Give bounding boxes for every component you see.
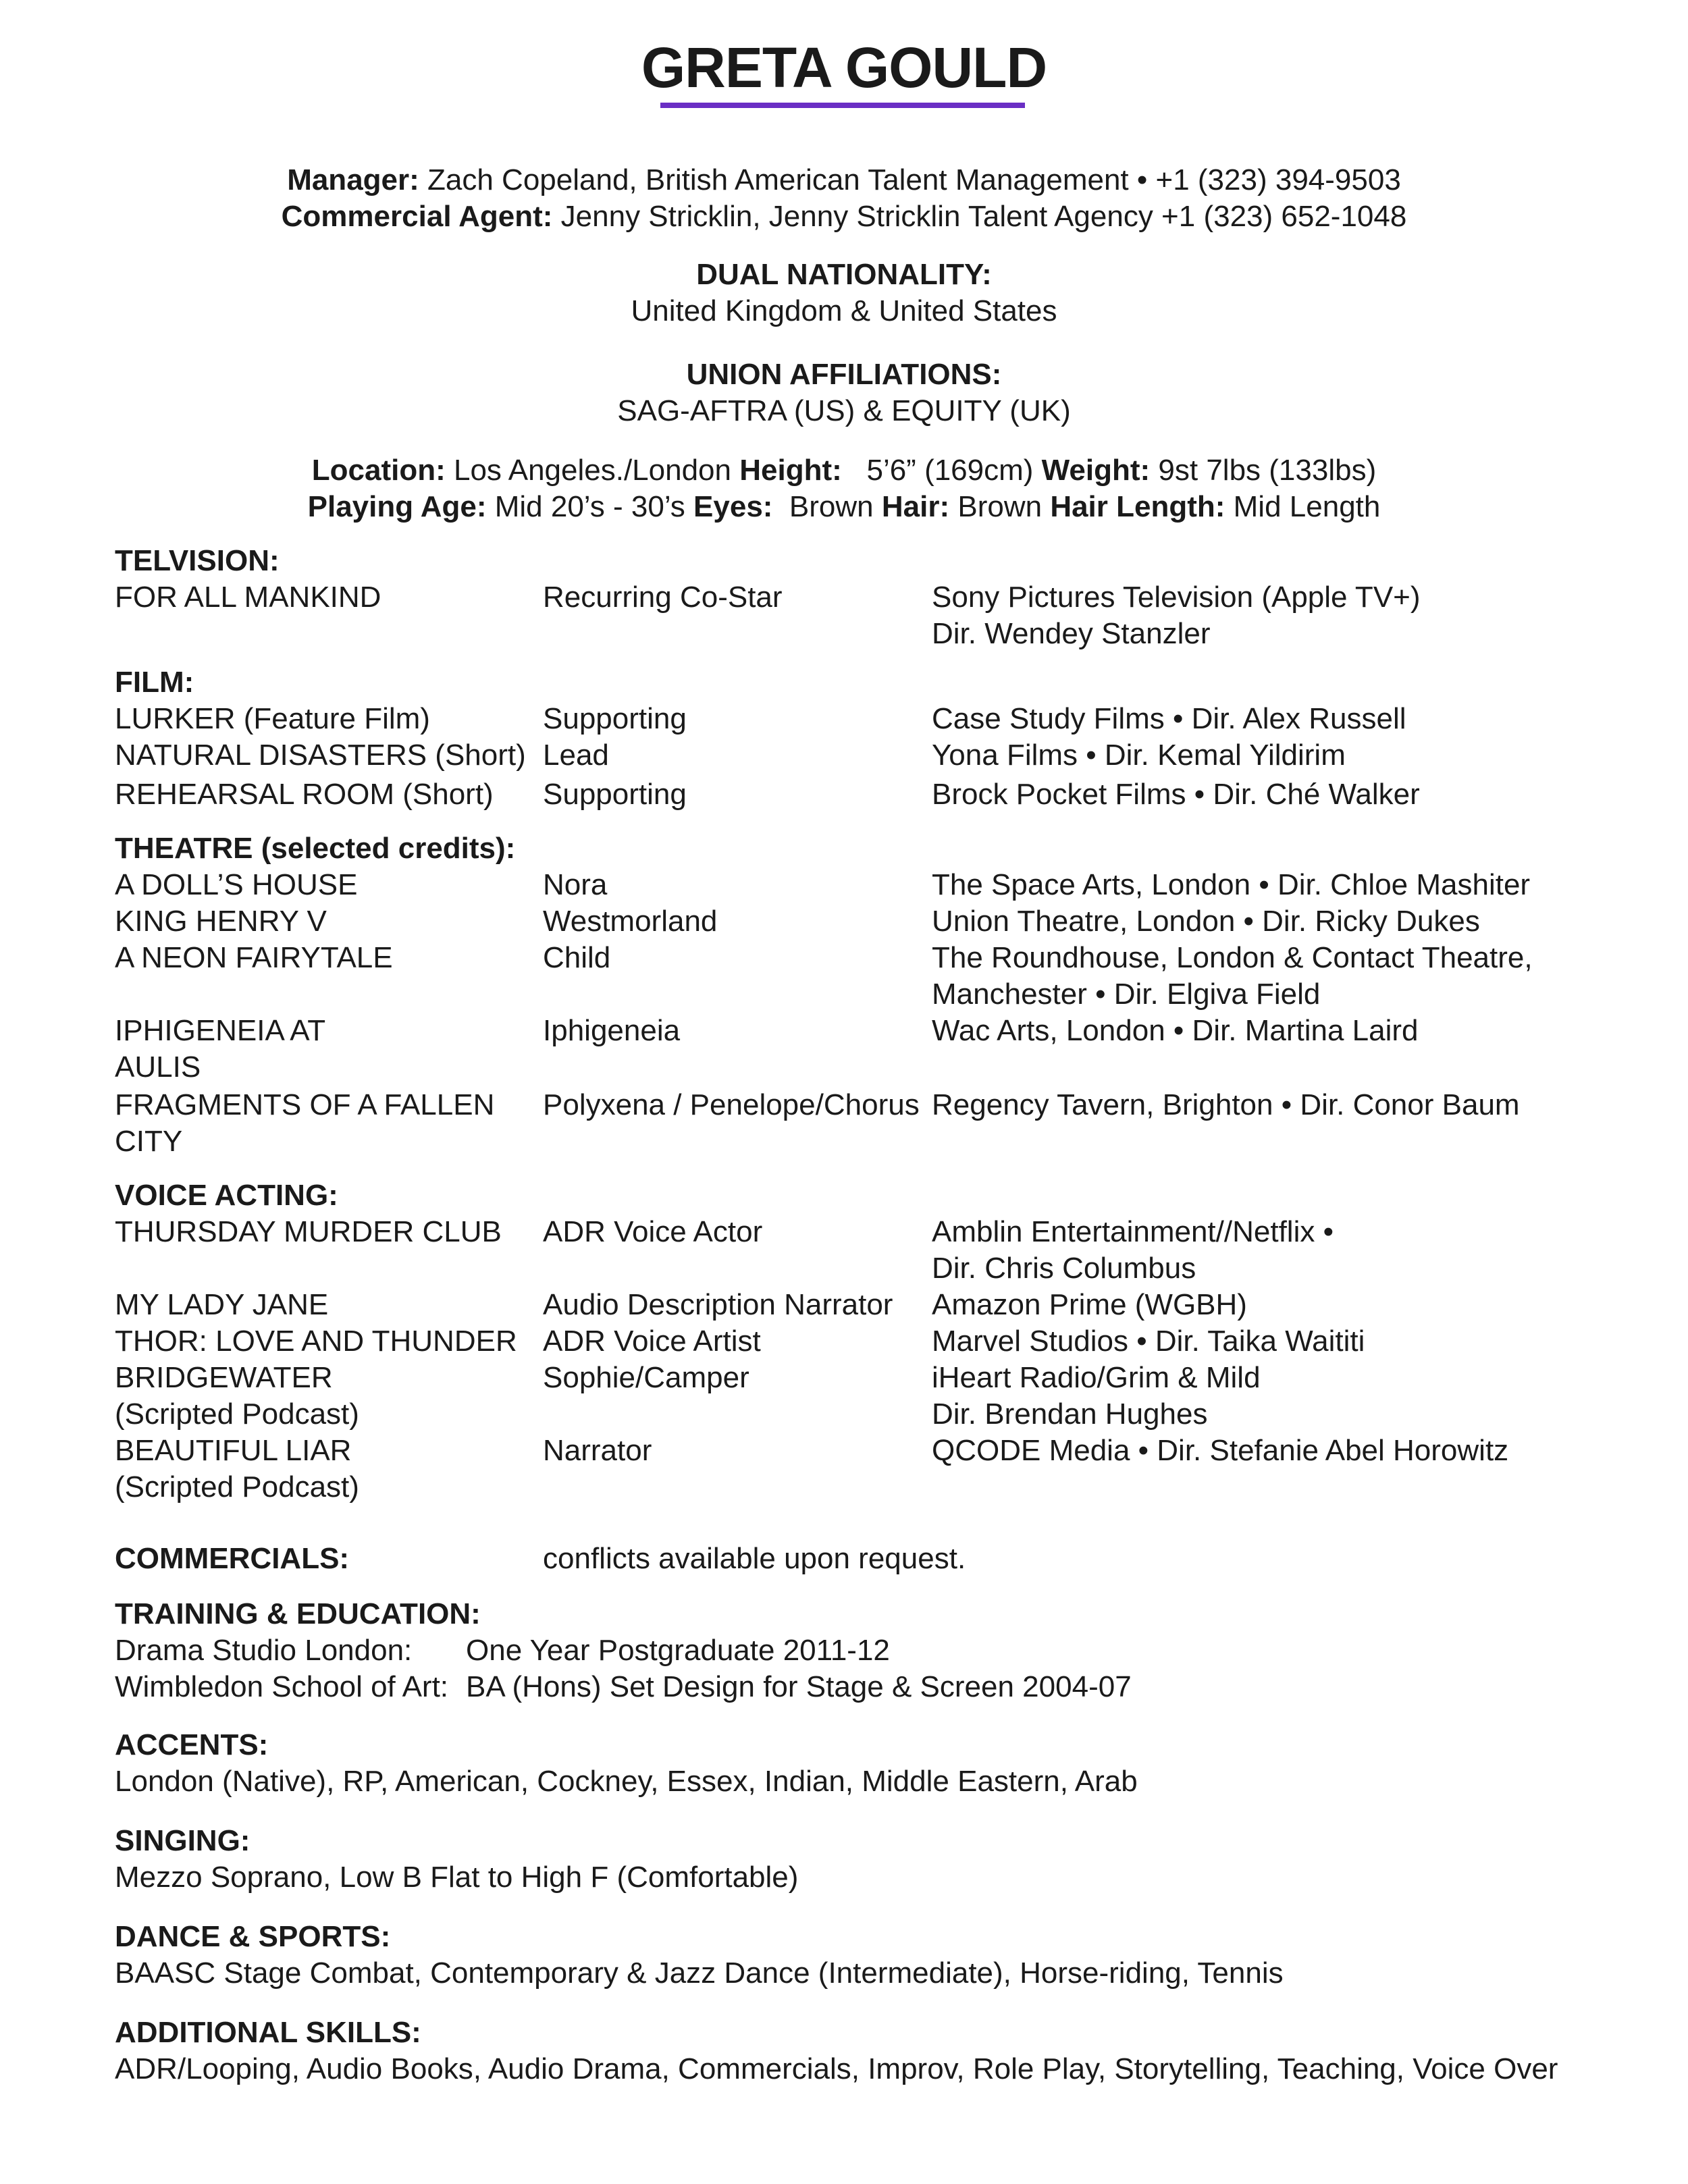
dance-heading: DANCE & SPORTS: [115,1920,391,1953]
credit-role: Lead [543,739,609,772]
credit-title: A NEON FAIRYTALE [115,941,393,974]
credit-role: Iphigeneia [543,1014,681,1047]
agent-value: Jenny Stricklin, Jenny Stricklin Talent Agency +1 (323) 652-1048 [560,200,1407,233]
age-label: Playing Age: [307,490,487,523]
height-value: 5’6” (169cm) [866,454,1034,487]
table-row [0,616,1688,652]
credit-title: (Scripted Podcast) [115,1470,359,1503]
location-value: Los Angeles./London [453,454,732,487]
credit-role: Supporting [543,778,687,811]
table-row [0,701,1688,737]
credit-company: Dir. Chris Columbus [932,1252,1196,1285]
manager-value: Zach Copeland, British American Talent Management • +1 (323) 394-9503 [427,163,1401,196]
credit-title: A DOLL’S HOUSE [115,868,358,901]
credit-title: KING HENRY V [115,905,327,938]
page-title: GRETA GOULD [641,36,1047,99]
table-row [0,1396,1688,1433]
table-row [0,976,1688,1013]
school-name: Wimbledon School of Art: [115,1670,449,1703]
course-name: BA (Hons) Set Design for Stage & Screen 2004-07 [466,1670,1132,1703]
credit-role: Recurring Co-Star [543,581,783,614]
credit-role: Supporting [543,702,687,735]
credit-role: Nora [543,868,608,901]
table-row [0,1469,1688,1506]
credit-title: AULIS [115,1050,201,1084]
credit-company: Marvel Studios • Dir. Taika Waititi [932,1325,1365,1358]
credit-role: Child [543,941,611,974]
credit-title: CITY [115,1125,183,1158]
training-heading: TRAINING & EDUCATION: [115,1597,481,1630]
credit-role: ADR Voice Artist [543,1325,761,1358]
commercials-value: conflicts available upon request. [543,1542,966,1575]
singing-value: Mezzo Soprano, Low B Flat to High F (Comfortable) [115,1861,799,1894]
accents-value: London (Native), RP, American, Cockney, Essex, Indian, Middle Eastern, Arab [115,1765,1138,1798]
table-row [0,1123,1688,1160]
credit-title: THOR: LOVE AND THUNDER [115,1325,517,1358]
accents-heading: ACCENTS: [115,1728,269,1761]
school-name: Drama Studio London: [115,1634,413,1667]
credit-company: Regency Tavern, Brighton • Dir. Conor Baum [932,1088,1520,1121]
table-row [0,940,1688,976]
eyes-value: Brown [789,490,874,523]
credit-company: Amazon Prime (WGBH) [932,1288,1247,1321]
credit-company: The Roundhouse, London & Contact Theatre, [932,941,1533,974]
stats-line-2 [0,489,1688,525]
list-item [0,1669,1688,1705]
credit-role: Sophie/Camper [543,1361,749,1394]
credit-title: REHEARSAL ROOM (Short) [115,778,494,811]
course-name: One Year Postgraduate 2011-12 [466,1634,890,1667]
credit-company: Dir. Wendey Stanzler [932,617,1211,650]
credit-role: ADR Voice Actor [543,1215,763,1248]
nationality-label: DUAL NATIONALITY: [696,258,992,291]
film-heading: FILM: [115,666,194,699]
hair-label: Hair: [881,490,950,523]
table-row [0,1214,1688,1250]
credit-company: Sony Pictures Television (Apple TV+) [932,581,1421,614]
table-row [0,1323,1688,1360]
eyes-label: Eyes: [693,490,773,523]
credit-company: Yona Films • Dir. Kemal Yildirim [932,739,1346,772]
credit-company: Wac Arts, London • Dir. Martina Laird [932,1014,1419,1047]
credit-company: Union Theatre, London • Dir. Ricky Dukes [932,905,1480,938]
weight-label: Weight: [1041,454,1151,487]
theatre-heading: THEATRE (selected credits): [115,832,516,865]
credit-role: Audio Description Narrator [543,1288,893,1321]
credit-company: Dir. Brendan Hughes [932,1397,1208,1431]
singing-heading: SINGING: [115,1824,250,1857]
table-row [0,1360,1688,1396]
manager-line [0,162,1688,198]
credit-company: Amblin Entertainment//Netflix • [932,1215,1334,1248]
skills-value: ADR/Looping, Audio Books, Audio Drama, Commercials, Improv, Role Play, Storytelling, Teaching, Voice Over [115,2052,1558,2085]
credit-role: Polyxena / Penelope/Chorus [543,1088,920,1121]
credit-role: Westmorland [543,905,718,938]
table-row [0,1013,1688,1049]
credit-title: BEAUTIFUL LIAR [115,1434,352,1467]
union-label: UNION AFFILIATIONS: [686,358,1002,391]
credit-title: NATURAL DISASTERS (Short) [115,739,526,772]
credit-title: THURSDAY MURDER CLUB [115,1215,502,1248]
location-label: Location: [311,454,446,487]
credit-title: FRAGMENTS OF A FALLEN [115,1088,495,1121]
credit-role: Narrator [543,1434,652,1467]
height-label: Height: [739,454,842,487]
list-item [0,1632,1688,1669]
table-row [0,1287,1688,1323]
voice-acting-heading: VOICE ACTING: [115,1179,338,1212]
credit-title: BRIDGEWATER [115,1361,333,1394]
union-value: SAG-AFTRA (US) & EQUITY (UK) [617,394,1071,427]
table-row [0,776,1688,813]
nationality-value: United Kingdom & United States [631,294,1057,327]
title-underline [660,103,1025,108]
table-row [0,1433,1688,1469]
agent-line [0,198,1688,235]
credit-company: Brock Pocket Films • Dir. Ché Walker [932,778,1420,811]
table-row [0,737,1688,774]
table-row [0,867,1688,903]
hair-value: Brown [957,490,1043,523]
credit-title: FOR ALL MANKIND [115,581,381,614]
skills-heading: ADDITIONAL SKILLS: [115,2016,421,2049]
television-heading: TELVISION: [115,544,280,577]
table-row [0,1250,1688,1287]
stats-line-1 [0,452,1688,489]
table-row [0,1087,1688,1123]
commercials-heading: COMMERCIALS: [115,1542,350,1575]
credit-company: Manchester • Dir. Elgiva Field [932,978,1321,1011]
table-row [0,1049,1688,1086]
table-row [0,903,1688,940]
dance-value: BAASC Stage Combat, Contemporary & Jazz Dance (Intermediate), Horse-riding, Tennis [115,1956,1284,1990]
credit-company: iHeart Radio/Grim & Mild [932,1361,1261,1394]
table-row [0,579,1688,616]
age-value: Mid 20’s - 30’s [494,490,685,523]
credit-title: LURKER (Feature Film) [115,702,430,735]
hair-length-value: Mid Length [1233,490,1381,523]
manager-label: Manager: [287,163,419,196]
credit-title: (Scripted Podcast) [115,1397,359,1431]
credit-title: MY LADY JANE [115,1288,329,1321]
credit-company: QCODE Media • Dir. Stefanie Abel Horowitz [932,1434,1509,1467]
hair-length-label: Hair Length: [1050,490,1225,523]
credit-title: IPHIGENEIA AT [115,1014,326,1047]
agent-label: Commercial Agent: [281,200,553,233]
weight-value: 9st 7lbs (133lbs) [1158,454,1377,487]
commercials-row [0,1541,1688,1577]
credit-company: Case Study Films • Dir. Alex Russell [932,702,1406,735]
credit-company: The Space Arts, London • Dir. Chloe Mashiter [932,868,1531,901]
